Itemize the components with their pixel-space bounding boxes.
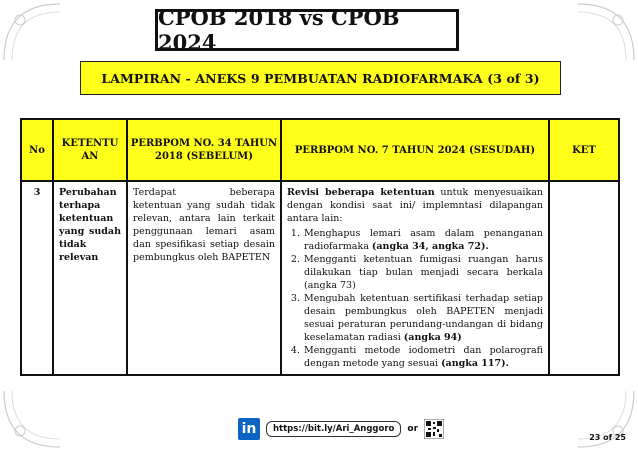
linkedin-glyph: in <box>241 421 257 437</box>
footer <box>238 418 444 440</box>
list-item-text: Mengubah ketentuan sertifikasi terhadap setiap desain pembungkus oleh BAPETEN menjadi sesuai peraturan perundang-undangan di bidang keselamatan radiasi <box>304 293 543 343</box>
cell-no: 3 <box>21 181 53 375</box>
header-sesudah: PERBPOM NO. 7 TAHUN 2024 (SESUDAH) <box>281 119 549 181</box>
list-item <box>303 227 543 253</box>
header-ketentuan: KETENTU AN <box>53 119 127 181</box>
or-label: or <box>407 424 419 434</box>
section-subtitle-box <box>80 61 561 95</box>
header-ket: KET <box>549 119 619 181</box>
qr-code-icon[interactable] <box>424 419 444 439</box>
header-sebelum: PERBPOM NO. 34 TAHUN 2018 (SEBELUM) <box>127 119 281 181</box>
revision-list <box>287 227 543 370</box>
page-title-box <box>155 5 459 55</box>
cell-ketentuan: Perubahan terhapa ketentuan yang sudah tidak relevan <box>53 181 127 375</box>
corner-ornament-icon <box>2 2 62 62</box>
cell-sebelum: Terdapat beberapa ketentuan yang sudah tidak relevan, antara lain terkait penggunaan lemari asam dan spesifikasi setiap desain pembungkus oleh BAPETEN <box>127 181 281 375</box>
header-no: No <box>21 119 53 181</box>
page-title: CPOB 2018 vs CPOB 2024 <box>158 5 400 55</box>
list-item <box>303 253 543 292</box>
cell-ket <box>549 181 619 375</box>
list-item-text: Mengganti metode iodometri dan polarografi dengan metode yang sesuai <box>304 345 543 369</box>
section-subtitle: LAMPIRAN - ANEKS 9 PEMBUATAN RADIOFARMAKA (3 of 3) <box>101 70 540 86</box>
list-item-ref: (angka 117). <box>441 358 509 369</box>
page-number: 23 of 25 <box>589 433 626 442</box>
profile-link[interactable]: https://bit.ly/Ari_Anggoro <box>266 421 401 437</box>
corner-ornament-icon <box>576 2 636 62</box>
list-item-text: Mengganti ketentuan fumigasi ruangan harus dilakukan tiap bulan menjadi secara berkala (angka 73) <box>304 254 543 291</box>
linkedin-icon[interactable] <box>238 418 260 440</box>
cell-sesudah <box>281 181 549 375</box>
list-item-ref: (angka 34, angka 72). <box>371 241 489 252</box>
comparison-table <box>20 118 620 376</box>
sesudah-intro-rest: untuk menyesuaikan dengan kondisi saat ini/ implemntasi dilapangan antara lain: <box>287 187 543 224</box>
list-item-text: Menghapus lemari asam dalam penanganan radiofarmaka <box>304 228 543 252</box>
corner-ornament-icon <box>2 389 62 449</box>
sesudah-intro-bold: Revisi beberapa ketentuan <box>287 187 435 198</box>
table-row <box>21 181 619 375</box>
list-item <box>303 292 543 344</box>
sesudah-intro <box>287 186 543 225</box>
list-item-ref: (angka 94) <box>403 332 462 343</box>
table-header-row <box>21 119 619 181</box>
list-item <box>303 344 543 370</box>
